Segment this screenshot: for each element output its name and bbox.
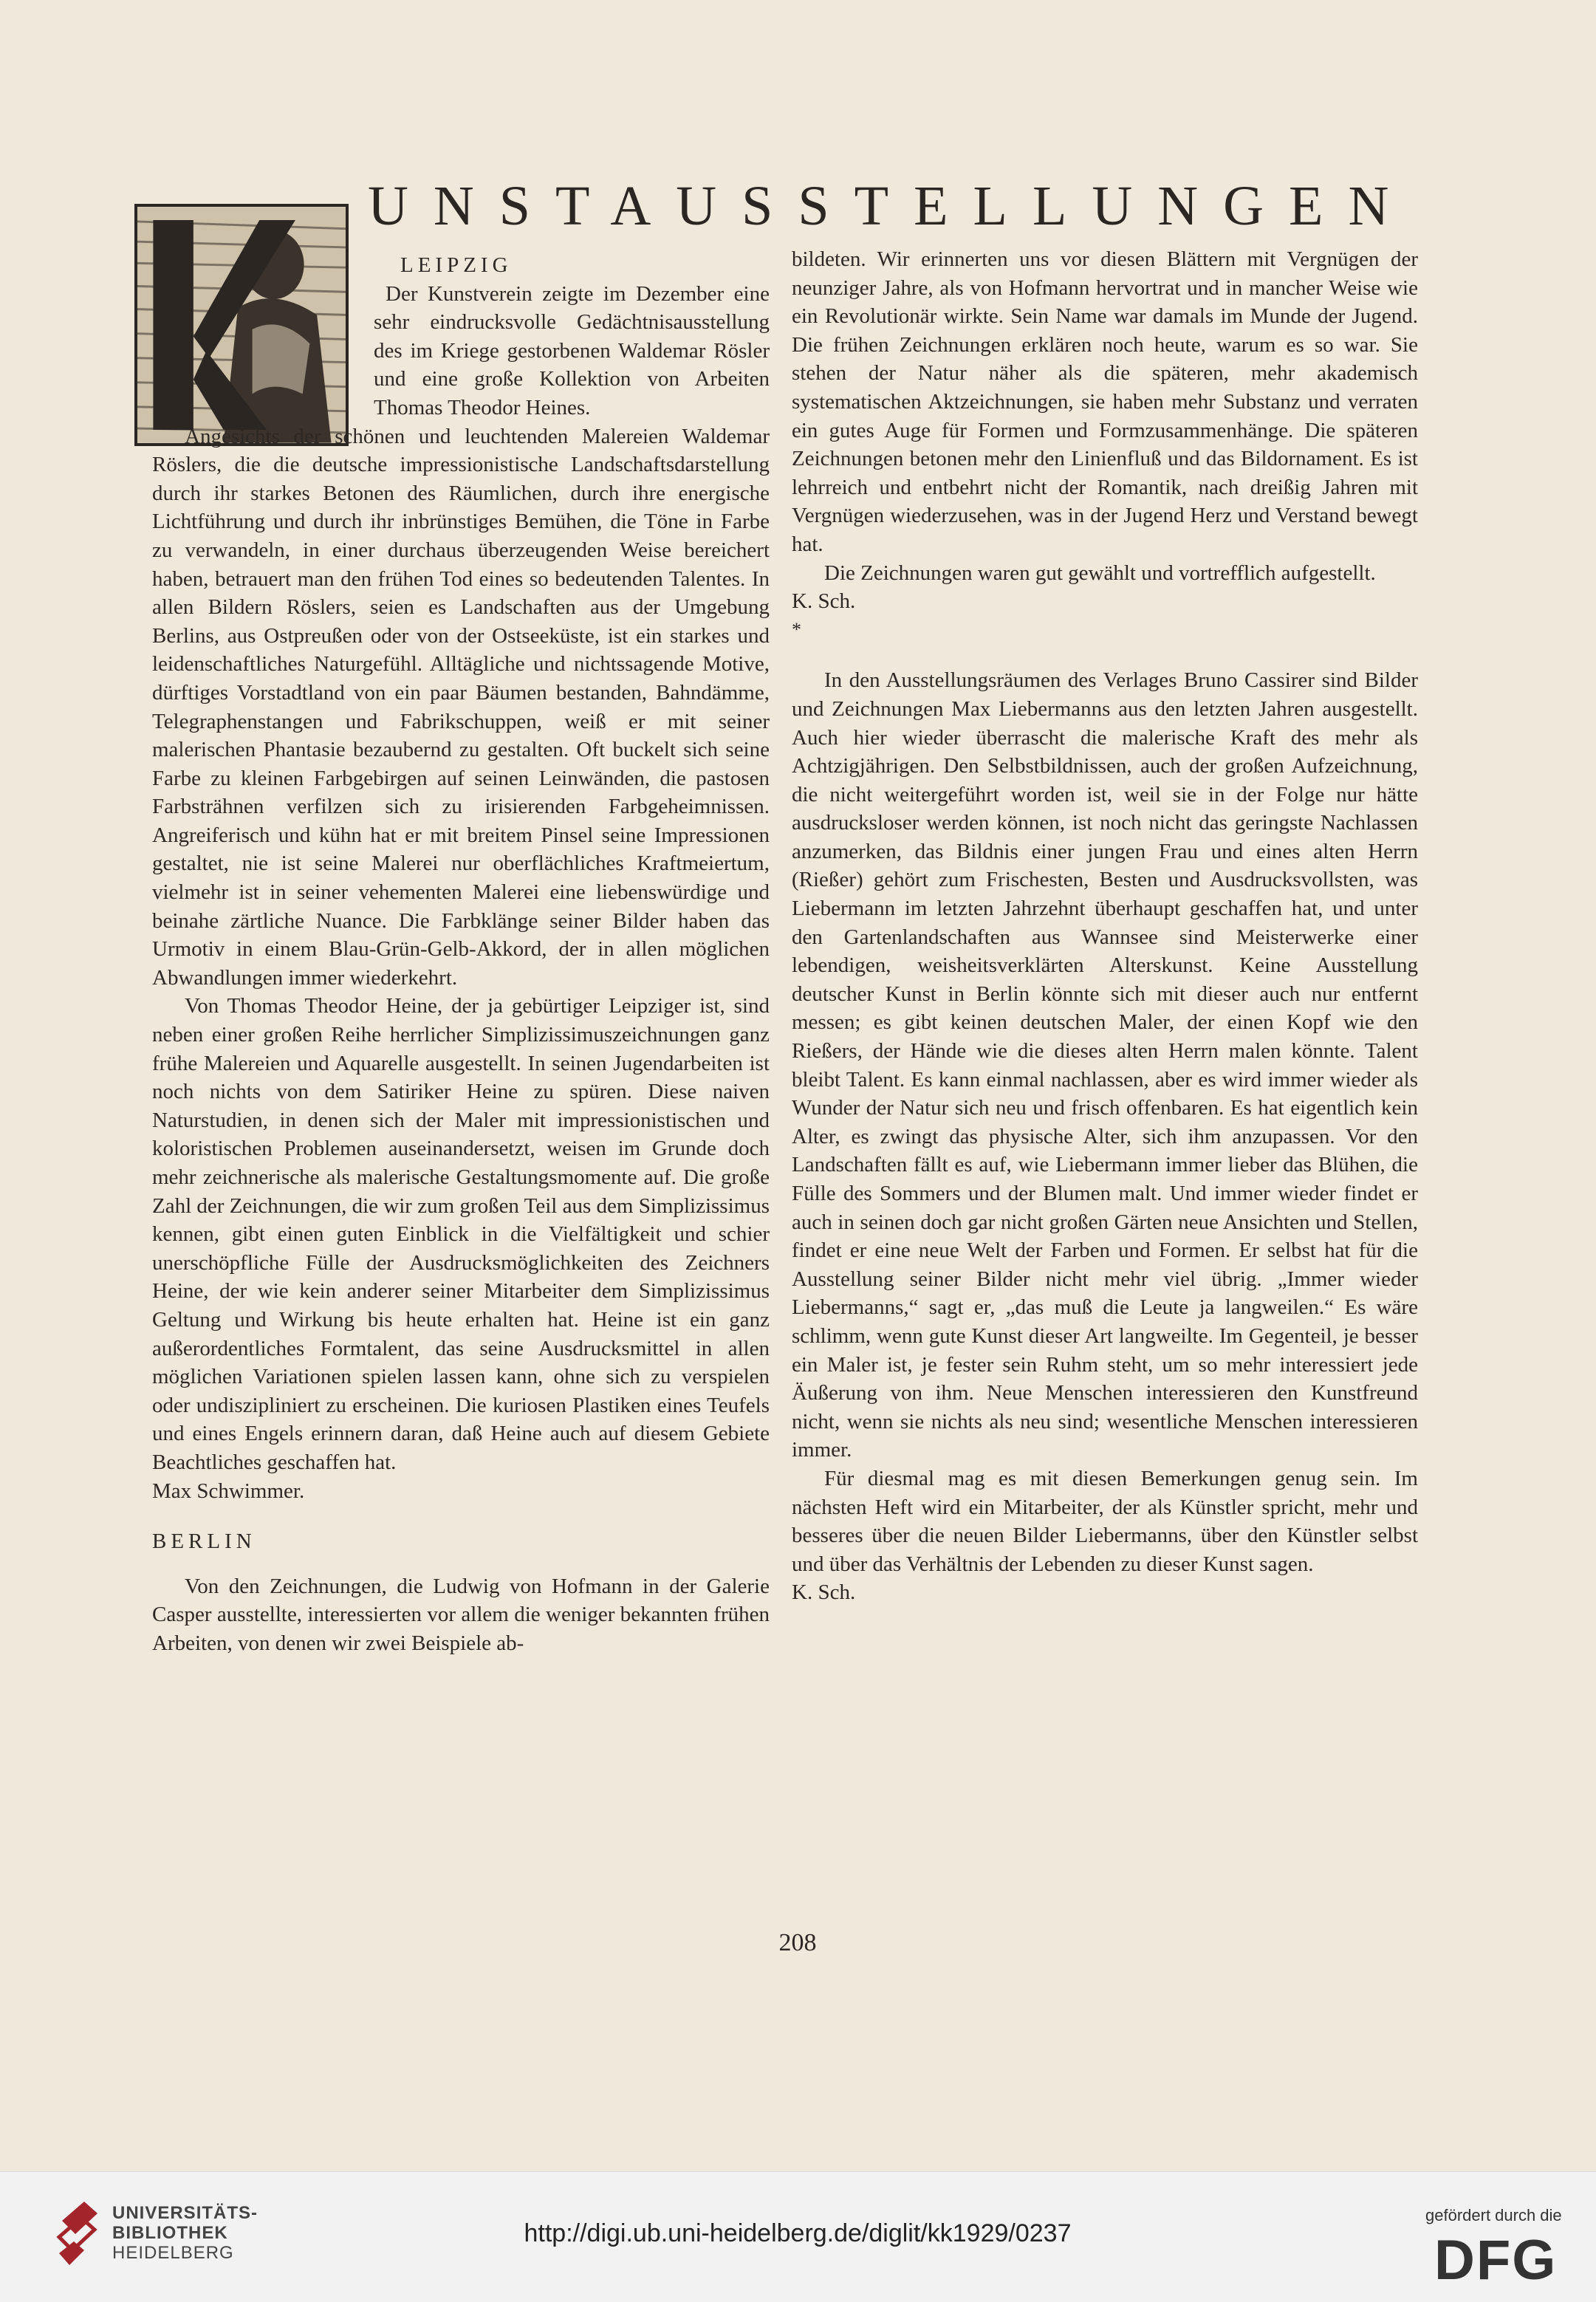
library-name-line-3: HEIDELBERG: [112, 2243, 234, 2263]
library-name[interactable]: [112, 2203, 258, 2263]
leipzig-paragraph-2: Angesichts der schönen und leuchtenden Malereien Waldemar Röslers, die die deutsche impressionistische Landschaftsdarstellung durch ihr starkes Betonen des Räumlichen, durch ihre energische Lichtführung und durch ihr inbrünstiges Bemühen, die Töne in Farbe zu verwandeln, in einer durchaus überzeugenden Weise bereichert haben, betrauert man den frühen Tod eines so bedeutenden Talentes. In allen Bildern Röslers, seien es Landschaften aus der Umgebung Berlins, aus Ostpreußen oder von der Ostseeküste, ist ein starkes und leidenschaftliches Naturgefühl. Alltägliche und nichtssagende Motive, dürftiges Vorstadtland von ein paar Bäumen bestanden, Bahndämme, Telegraphenstangen und Fabrikschuppen, weiß er mit seiner malerischen Phantasie bezaubernd zu gestalten. Oft buckelt sich seine Farbe zu kleinen Farbgebirgen auf seinen Leinwänden, die pastosen Farbsträhnen verfilzen sich zu irisierenden Farbgeheimnissen. Angreiferisch und kühn hat er mit breitem Pinsel seine Impressionen gestaltet, nie ist seine Malerei nur oberflächliches Kraftmeiertum, vielmehr ist in seiner vehementen Malerei eine liebenswürdige und beinahe zärtliche Nuance. Die Farbklänge seiner Bilder haben das Urmotiv in einem Blau-Grün-Gelb-Akkord, der in allen möglichen Abwandlungen immer wiederkehrt.: [152, 424, 770, 990]
berlin-paragraph-4: Für diesmal mag es mit diesen Bemerkungen genug sein. Im nächsten Heft wird ein Mitarbeiter, der als Künstler spricht, mehr und besseres über die neuen Bilder Liebermanns, über den Künstler selbst und über das Verhältnis der Lebenden zu dieser Kunst sagen.: [792, 1466, 1418, 1576]
leipzig-signature: Max Schwimmer.: [152, 1479, 305, 1503]
berlin-signature-1: K. Sch.: [792, 589, 856, 614]
berlin-paragraph-3: In den Ausstellungsräumen des Verlages Bruno Cassirer sind Bilder und Zeichnungen Max Liebermanns aus den letzten Jahren ausgestellt. Auch hier wieder überrascht die malerische Kraft des mehr als Achtzigjährigen. Den Selbstbildnissen, auch der großen Aufzeichnung, die nicht weitergeführt worden ist, weil sie in der Folge nur hätte ausdrucksloser werden können, ist noch nicht das geringste Nachlassen anzumerken, das Bildnis einer jungen Frau und eines alten Herrn (Rießer) gehört zum Frischesten, Besten und Ausdrucksvollsten, was Liebermann im letzten Jahrzehnt überhaupt geschaffen hat, und unter den Gartenlandschaften aus Wannsee sind Meisterwerke einer lebendigen, weisheitsverklärten Alterskunst. Keine Ausstellung deutscher Kunst in Berlin könnte sich mit dieser auch nur entfernt messen; es gibt keinen deutschen Maler, der einen Kopf wie den Rießers, der Hände wie die dieses alten Herrn malen könnte. Talent bleibt Talent. Es kann einmal nachlassen, aber es wird immer wieder als Wunder der Natur sich neu und frisch offenbaren. Es hat eigentlich kein Alter, es zwingt das physische Alter, sich ihm anzupassen. Vor den Landschaften fällt es auf, wie Liebermann immer lieber das Blühen, die Fülle des Sommers und der Blumen malt. Und immer wieder findet er auch in seinen doch gar nicht großen Gärten neue Ansichten und Stellen, findet er eine neue Welt der Farben und Formen. Er selbst hat für die Ausstellung seiner Bilder nicht mehr viel übrig. „Immer wieder Liebermanns,“ sagt er, „das muß die Leute ja langweilen.“ Es wäre schlimm, wenn gute Kunst dieser Art langweilte. Im Gegenteil, je besser ein Maler ist, je fester sein Ruhm steht, um so mehr interessiert jede Äußerung von ihm. Neue Menschen interessieren den Kunstfreund nicht, wenn sie nichts als neu sind; wesentliche Menschen interessieren immer.: [792, 668, 1418, 1462]
leipzig-paragraph-3: Von Thomas Theodor Heine, der ja gebürtiger Leipziger ist, sind neben einer großen Reihe herrlicher Simplizissimuszeichnungen ganz frühe Malereien und Aquarelle ausgestellt. In seinen Jugendarbeiten ist noch nichts von dem Satiriker Heine zu spüren. Diese naiven Naturstudien, in denen sich der Maler mit impressionistischen und koloristischen Problemen auseinandersetzt, weisen im Grunde doch mehr zeichnerische als malerische Gestaltungsmomente auf. Die große Zahl der Zeichnungen, die wir zum großen Teil aus dem Simplizissimus kennen, gibt einen guten Einblick in die Vielfältigkeit und schier unerschöpfliche Fülle der Ausdrucksmöglichkeiten des Zeichners Heine, der wie kein anderer seiner Mitarbeiter dem Simplizissimus Geltung und Wirkung bis heute erhalten hat. Heine ist ein ganz außerordentliches Formtalent, das seine Ausdrucksmittel in allen möglichen Variationen spielen lassen kann, ohne sich zu verspielen oder undiszipliniert zu erscheinen. Die kuriosen Plastiken eines Teufels und eines Engels erinnern daran, daß Heine auch auf diesem Gebiete Beachtliches geschaffen hat.: [152, 994, 770, 1474]
leipzig-paragraph-1: Der Kunstverein zeigte im Dezember eine sehr eindrucksvolle Gedächtnisausstellung des im Kriege gestorbenen Waldemar Rösler und eine große Kollektion von Arbeiten Thomas Theodor Heines.: [374, 281, 770, 419]
library-name-line-1: UNIVERSITÄTS-: [112, 2203, 258, 2223]
berlin-signature-2: K. Sch.: [792, 1580, 856, 1605]
page-number: 208: [778, 1929, 817, 1956]
section-separator-star: *: [792, 618, 801, 640]
section-heading-leipzig: LEIPZIG: [400, 253, 513, 277]
article-headline: UNSTAUSSTELLUNGEN: [368, 175, 1414, 237]
left-column: [152, 251, 770, 1658]
berlin-paragraph-1-continued: bildeten. Wir erinnerten uns vor diesen Blättern mit Vergnügen der neunziger Jahre, als von Hofmann hervortrat und in mancher Weise wie ein Revolutionär wirkte. Sein Name war damals im Munde der Jugend. Die frühen Zeichnungen erklären noch heute, warum es so war. Sie stehen der Natur näher als die späteren, mehr akademisch systematischen Aktzeichnungen, sie haben mehr Substanz und verraten ein gutes Auge für Formen und Formzusammenhänge. Die späteren Zeichnungen betonen mehr den Linienfluß und das Bildornament. Es ist lehrreich und entbehrt nicht der Romantik, nach dreißig Jahren mit Vergnügen wiederzusehen, was in der Jugend Herz und Verstand bewegt hat.: [792, 247, 1418, 556]
berlin-paragraph-2: Die Zeichnungen waren gut gewählt und vortrefflich aufgestellt.: [824, 561, 1376, 585]
right-column: [792, 245, 1418, 1607]
viewer-footer-bar: [0, 2171, 1596, 2302]
section-heading-berlin: BERLIN: [152, 1529, 256, 1554]
berlin-paragraph-1-start: Von den Zeichnungen, die Ludwig von Hofmann in der Galerie Casper ausstellte, interessierten vor allem die weniger bekannten frühen Arbeiten, von denen wir zwei Beispiele ab-: [152, 1574, 770, 1655]
funding-note: gefördert durch die: [1425, 2206, 1562, 2224]
dfg-logo[interactable]: DFG: [1434, 2229, 1558, 2292]
ub-heidelberg-logo-icon[interactable]: [55, 2199, 102, 2270]
permalink-url[interactable]: http://digi.ub.uni-heidelberg.de/diglit/kk1929/0237: [524, 2219, 1072, 2247]
library-name-line-2: BIBLIOTHEK: [112, 2223, 228, 2243]
